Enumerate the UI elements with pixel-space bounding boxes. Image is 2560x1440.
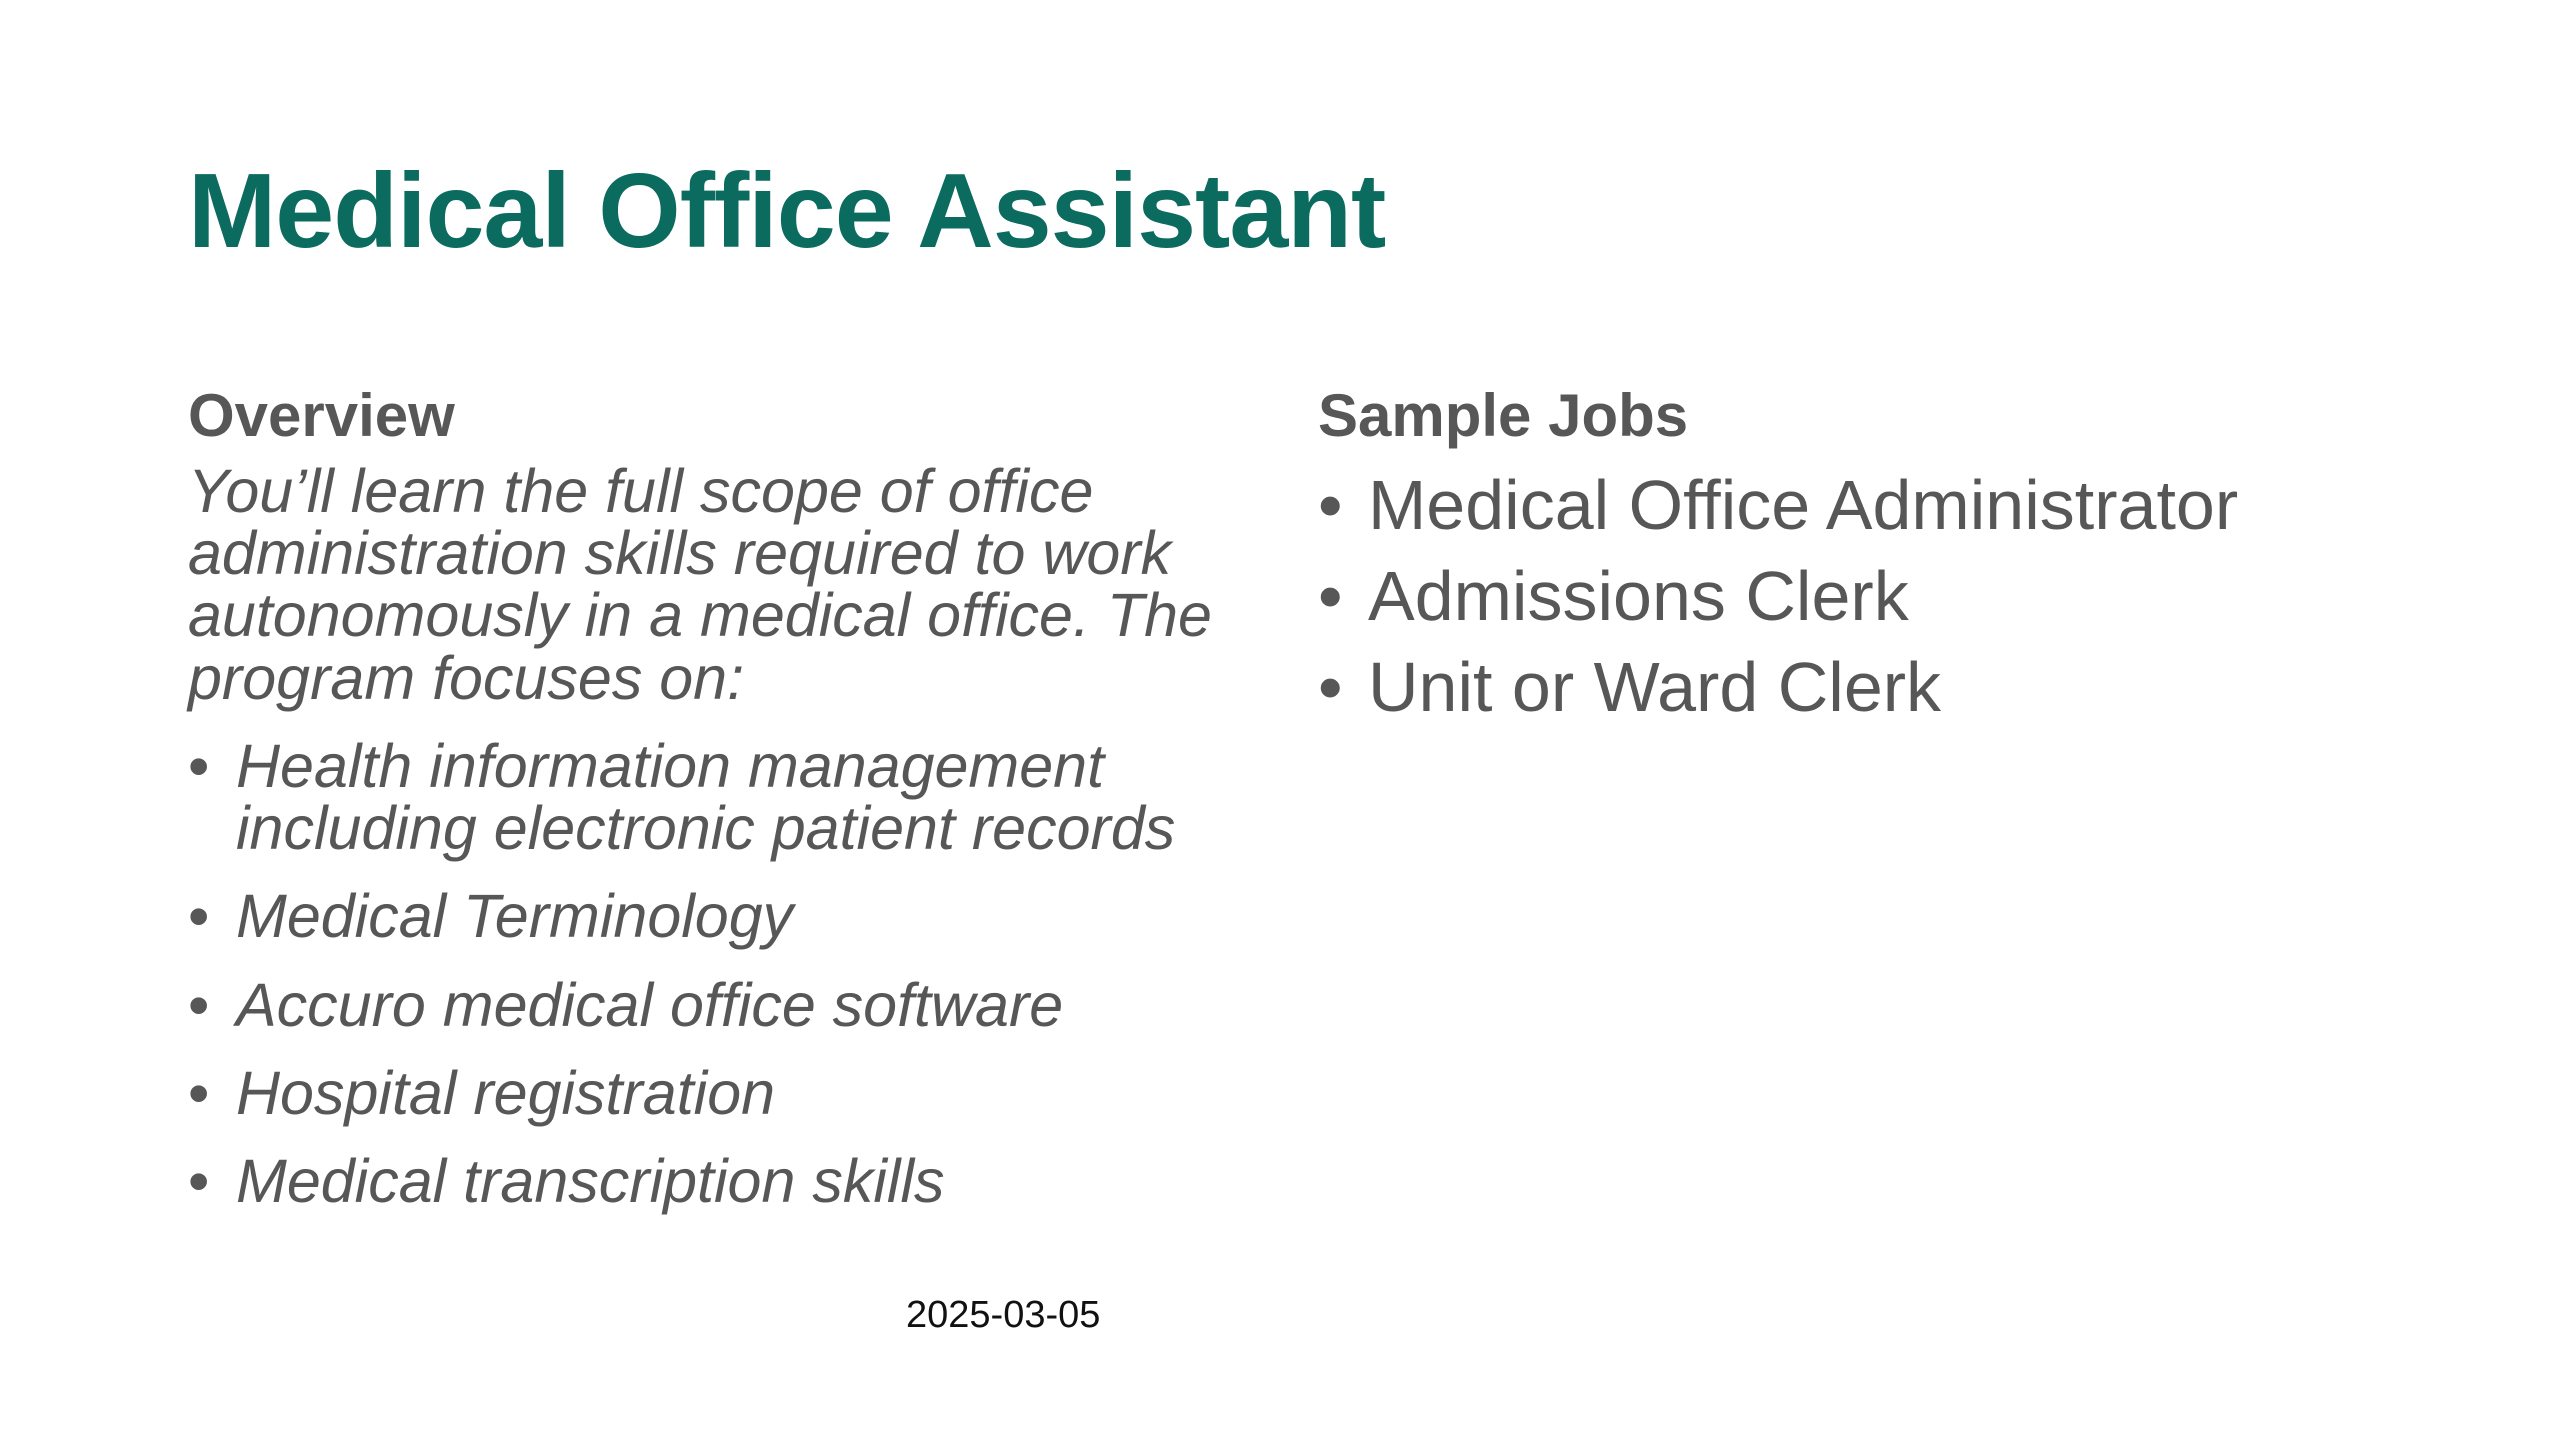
overview-column	[188, 380, 1238, 1238]
list-item	[188, 882, 1238, 951]
list-item	[1318, 642, 2468, 733]
list-item	[1318, 460, 2468, 551]
list-item	[188, 731, 1238, 863]
list-item-label: Admissions Clerk	[1368, 557, 1909, 635]
sample-jobs-list	[1318, 460, 2468, 733]
list-item	[188, 1058, 1238, 1127]
bullet-icon: •	[1318, 466, 1343, 544]
bullet-icon: •	[188, 1058, 210, 1127]
bullet-icon: •	[188, 731, 210, 800]
bullet-icon: •	[188, 1146, 210, 1215]
list-item-label: Unit or Ward Clerk	[1368, 648, 1942, 726]
list-item	[188, 970, 1238, 1039]
date-footer: 2025-03-05	[906, 1294, 1101, 1336]
overview-intro: You’ll learn the full scope of office administration skills required to work autonomously in a medical office. The program focuses on:	[188, 457, 1212, 712]
list-item-label: Medical Office Administrator	[1368, 466, 2239, 544]
slide-title: Medical Office Assistant	[188, 152, 1386, 270]
overview-list	[188, 731, 1238, 1215]
bullet-icon: •	[1318, 557, 1343, 635]
bullet-icon: •	[188, 882, 210, 951]
sample-jobs-column	[1318, 380, 2468, 733]
list-item	[1318, 551, 2468, 642]
sample-jobs-heading: Sample Jobs	[1318, 382, 1689, 449]
bullet-icon: •	[188, 970, 210, 1039]
list-item-label: Accuro medical office software	[236, 970, 1064, 1039]
bullet-icon: •	[1318, 648, 1343, 726]
list-item-label: Hospital registration	[236, 1058, 776, 1127]
list-item-label: Medical transcription skills	[236, 1146, 945, 1215]
list-item-label: Health information management including electronic patient records	[236, 731, 1176, 863]
list-item-label: Medical Terminology	[236, 882, 794, 951]
list-item	[188, 1146, 1238, 1215]
overview-heading: Overview	[188, 382, 455, 449]
